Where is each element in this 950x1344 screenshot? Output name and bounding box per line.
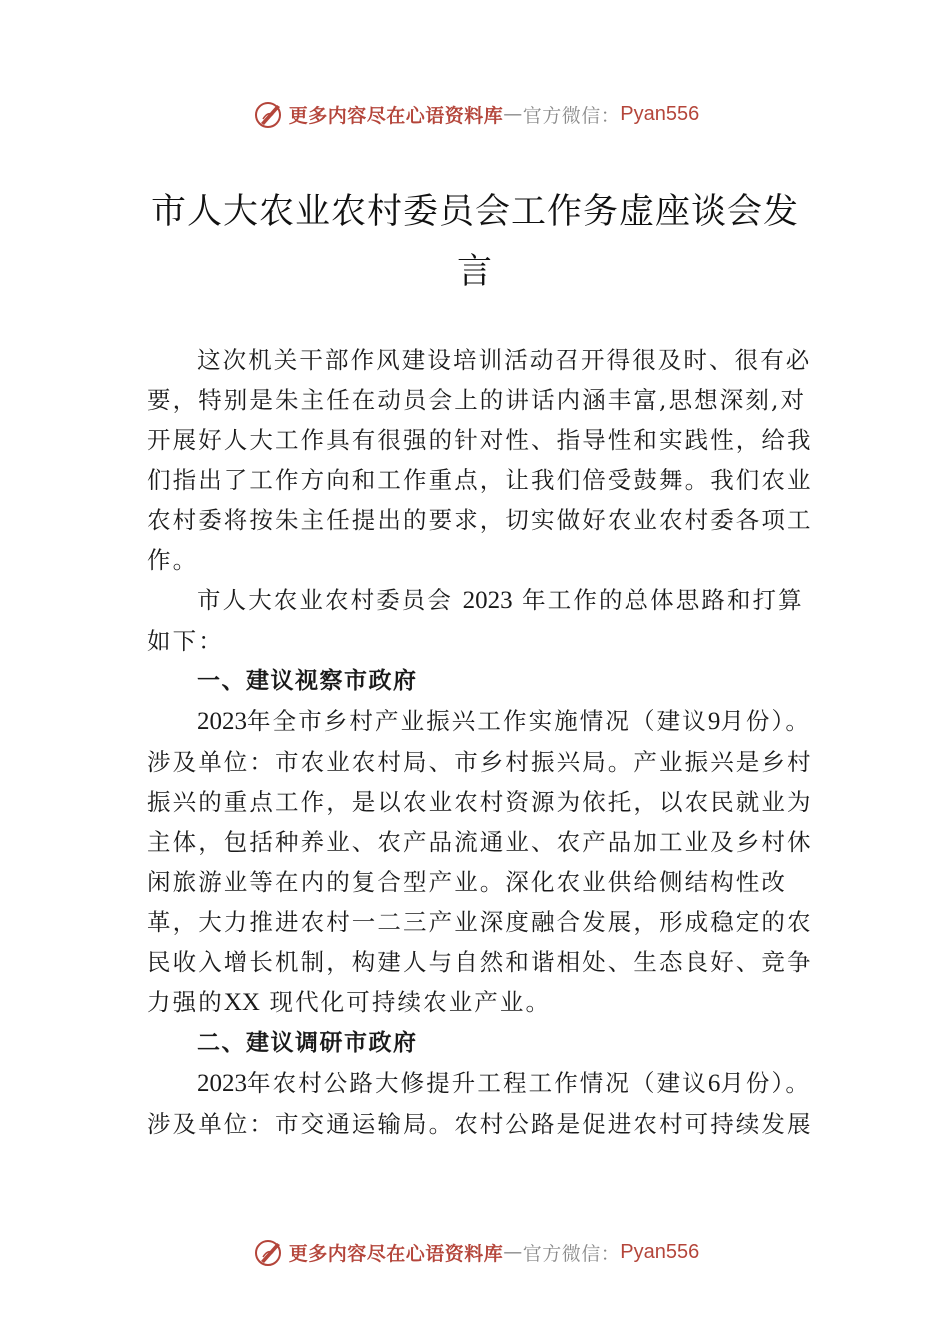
plan-year: 2023 [462, 587, 513, 614]
section1-month: 9 [707, 708, 721, 735]
title-line-2: 言 [456, 252, 493, 292]
banner-wechat-label: 官方微信： [522, 104, 621, 127]
section2-text-a: 年农村公路大修提升工程工作情况（建议 [247, 1069, 708, 1097]
banner-wechat-label: 官方微信： [522, 1242, 621, 1265]
section1-year: 2023 [197, 708, 247, 735]
section2-month: 6 [707, 1070, 721, 1097]
section2-text-b: 月份）。涉及单位：市交通运输局。农村公路是促进农村可持续发展 [147, 1069, 813, 1138]
plan-text-a: 市人大农业农村委员会 [197, 586, 453, 614]
footer-watermark-banner [0, 1232, 950, 1272]
paragraph-section-2 [147, 1063, 827, 1144]
pen-logo-icon [251, 97, 285, 131]
section1-xx: XX [223, 989, 260, 1016]
banner-slogan: 更多内容尽在心语资料库 [288, 1242, 504, 1265]
header-watermark-banner [0, 94, 950, 134]
banner-dash: — [503, 1241, 523, 1263]
section-heading-2: 二、建议调研市政府 [197, 1030, 418, 1056]
document-title [130, 182, 820, 302]
title-line-1: 市人大农业农村委员会工作务虚座谈会发 [150, 192, 799, 232]
pen-logo-icon [251, 1235, 285, 1269]
banner-dash: — [503, 103, 523, 125]
banner-wechat-id: Pyan556 [620, 1240, 700, 1263]
banner-wechat-id: Pyan556 [620, 102, 700, 125]
paragraph-plan [147, 580, 827, 661]
paragraph-intro: 这次机关干部作风建设培训活动召开得很及时、很有必要，特别是朱主任在动员会上的讲话内涵丰富,思想深刻,对开展好人大工作具有很强的针对性、指导性和实践性，给我们指出了工作方向和工作重点，让我们倍受鼓舞。我们农业农村委将按朱主任提出的要求，切实做好农业农村委各项工作。 [147, 346, 813, 574]
section1-text-a: 年全市乡村产业振兴工作实施情况（建议 [247, 707, 708, 735]
paragraph-section-1 [147, 701, 827, 1023]
section1-text-c: 现代化可持续农业产业。 [269, 988, 552, 1016]
section2-year: 2023 [197, 1070, 247, 1097]
plan-text-b: 年工作的总体思路和打算如下： [147, 586, 804, 655]
document-body [147, 340, 827, 1144]
section-heading-1: 一、建议视察市政府 [197, 668, 418, 694]
section1-text-b: 月份）。涉及单位：市农业农村局、市乡村振兴局。产业振兴是乡村振兴的重点工作，是以农业农村资源为依托，以农民就业为主体，包括种养业、农产品流通业、农产品加工业及乡村休闲旅游业等在内的复合型产业。深化农业供给侧结构性改革，大力推进农村一二三产业深度融合发展，形成稳定的农民收入增长机制，构建人与自然和谐相处、生态良好、竞争力强的 [147, 707, 813, 1016]
banner-slogan: 更多内容尽在心语资料库 [288, 104, 504, 127]
